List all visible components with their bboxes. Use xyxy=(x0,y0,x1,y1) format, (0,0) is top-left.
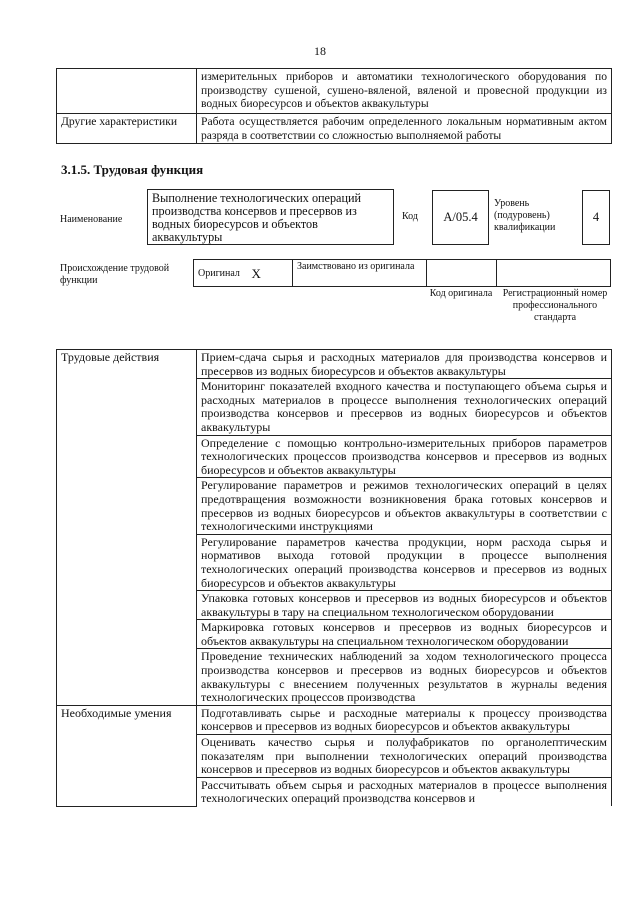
original-mark: X xyxy=(248,260,293,287)
labor-action-item: Прием-сдача сырья и расходных материалов для производства консервов и пресервов из водных биоресурсов и объектов аквакультуры xyxy=(197,350,612,379)
code-original-cell xyxy=(427,260,497,287)
name-label: Наименование xyxy=(60,214,123,225)
labor-action-item: Регулирование параметров и режимов технологических операций в целях предотвращения возможности возникновения брака готовых консервов и пресервов из водных биоресурсов и объектов аквакультуры в соответствии с технологическими инструкциями xyxy=(197,478,612,534)
level-value: 4 xyxy=(592,210,600,224)
labor-action-item: Определение с помощью контрольно-измерительных приборов параметров технологических процессов производства консервов и пресервов из водных биоресурсов и объектов аквакультуры xyxy=(197,435,612,478)
reg-number-caption: Регистрационный номер профессионального стандарта xyxy=(502,288,608,323)
section-title: 3.1.5. Трудовая функция xyxy=(61,162,204,177)
code-original-caption: Код оригинала xyxy=(429,288,493,299)
table-cell-text: Работа осуществляется рабочим определенного локальным нормативным актом разряда в соответствии со сложностью выполняемой работы xyxy=(197,114,612,144)
original-label: Оригинал xyxy=(194,260,248,287)
table-row xyxy=(57,114,612,144)
skill-item: Подготавливать сырье и расходные материалы к процессу производства консервов и пресервов из водных биоресурсов и объектов аквакультуры xyxy=(197,705,612,734)
function-name-box xyxy=(147,189,394,245)
table-cell-empty xyxy=(57,69,197,114)
origin-label: Происхождение трудовой функции xyxy=(60,263,170,286)
table-cell-text: измерительных приборов и автоматики технологического оборудования по производству сушеной, сушено-вяленой, вяленой и провесной продукции из водных биоресурсов и объектов аквакультуры xyxy=(197,69,612,114)
page-number: 18 xyxy=(314,44,326,58)
table-row xyxy=(57,705,612,734)
level-box xyxy=(582,190,610,245)
code-label: Код xyxy=(402,211,418,222)
level-label: Уровень (подуровень) квалификации xyxy=(494,198,556,233)
function-name-value: Выполнение технологических операций производства консервов и пресервов из водных биоресурсов и объектов аквакультуры xyxy=(152,191,362,244)
labor-actions-label: Трудовые действия xyxy=(57,350,197,706)
code-value: A/05.4 xyxy=(443,210,478,224)
reg-number-cell xyxy=(497,260,611,287)
table-cell-label: Другие характеристики xyxy=(57,114,197,144)
labor-action-item: Мониторинг показателей входного качества и поступающего объема сырья и расходных материалов в процессе выполнения технологических операций производства консервов и пресервов из водных биоресурсов и объектов аквакультуры xyxy=(197,379,612,435)
labor-action-item: Маркировка готовых консервов и пресервов из водных биоресурсов и объектов аквакультуры на специальном технологическом оборудовании xyxy=(197,620,612,649)
skill-item: Рассчитывать объем сырья и расходных материалов в процессе выполнения технологических операций производства консервов и xyxy=(197,777,612,806)
labor-action-item: Проведение технических наблюдений за ходом технологического процесса производства консервов и пресервов из водных биоресурсов и объектов аквакультуры с внесением полученных результатов в журналы ведения технологических процессов производства xyxy=(197,649,612,705)
table-row xyxy=(57,69,612,114)
origin-table xyxy=(193,259,611,287)
table-row xyxy=(57,350,612,379)
labor-action-item: Упаковка готовых консервов и пресервов из водных биоресурсов и объектов аквакультуры в тару на специальном технологическом оборудовании xyxy=(197,591,612,620)
main-table xyxy=(56,349,612,807)
skill-item: Оценивать качество сырья и полуфабрикатов по органолептическим показателям при выполнении технологических операций производства консервов и пресервов из водных биоресурсов и объектов аквакультуры xyxy=(197,735,612,778)
code-box xyxy=(432,190,489,245)
borrowed-label: Заимствовано из оригинала xyxy=(293,260,427,287)
table-row xyxy=(194,260,611,287)
labor-action-item: Регулирование параметров качества продукции, норм расхода сырья и нормативов выхода готовой продукции в процессе выполнения технологических операций производства консервов и пресервов из водных биоресурсов и объектов аквакультуры xyxy=(197,534,612,590)
skills-label: Необходимые умения xyxy=(57,705,197,806)
top-table xyxy=(56,68,612,144)
